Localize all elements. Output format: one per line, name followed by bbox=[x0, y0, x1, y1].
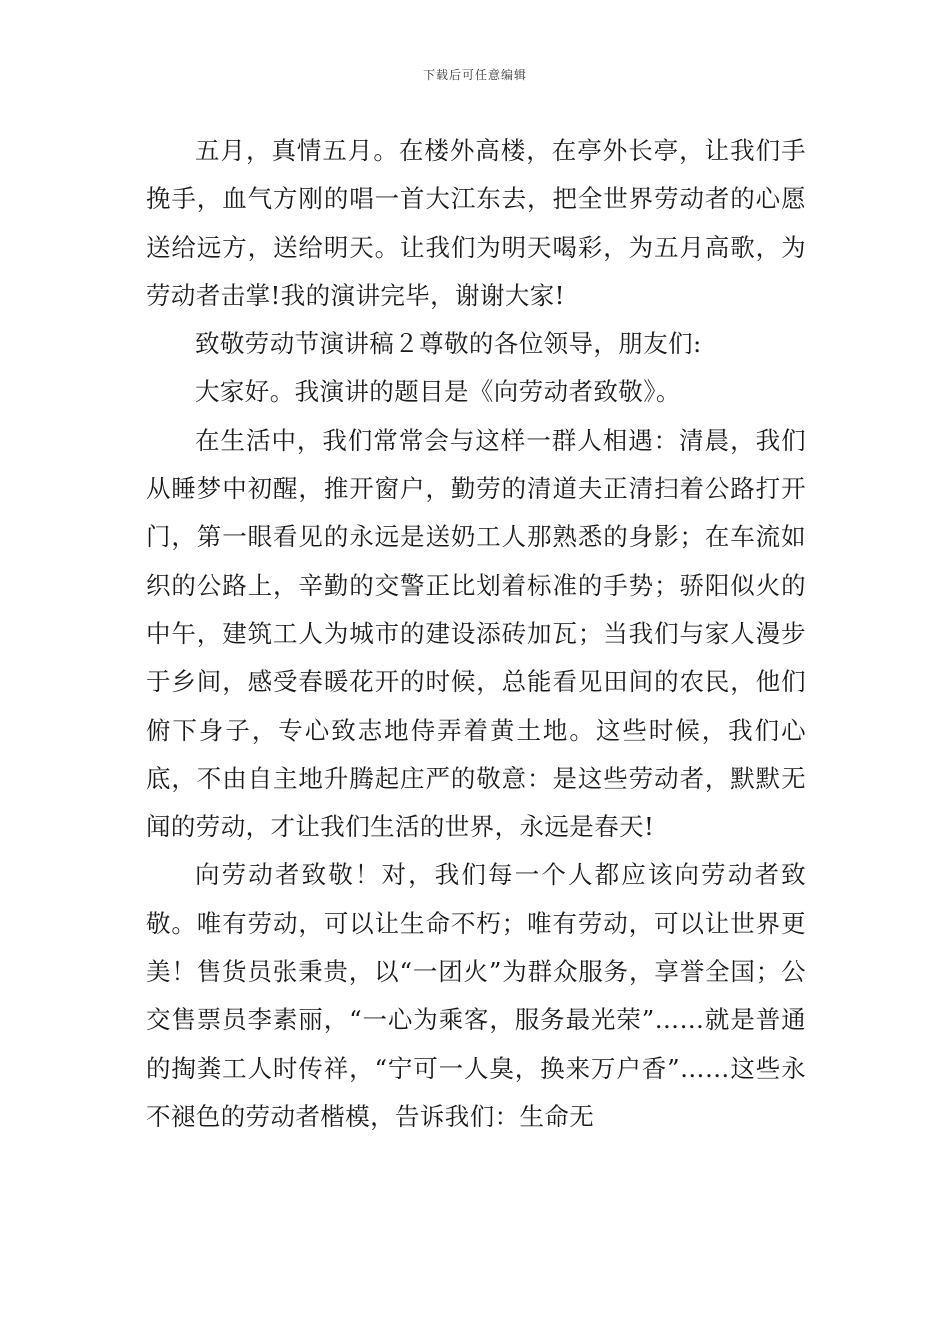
paragraph-greeting: 大家好。我演讲的题目是《向劳动者致敬》。 bbox=[195, 377, 681, 407]
paragraph-speech-title-line: 致敬劳动节演讲稿２尊敬的各位领导，朋友们: bbox=[195, 329, 702, 359]
page-header: 下载后可任意编辑 bbox=[422, 68, 527, 82]
paragraph-closing-remarks: 五月，真情五月。在楼外高楼，在亭外长亭，让我们手挽手，血气方刚的唱一首大江东去，把全世界劳动者的心愿送给远方，送给明天。让我们为明天喝彩，为五月高歌，为劳动者击掌!我的演讲完毕，谢谢大家! bbox=[146, 136, 806, 310]
paragraph-salute-workers: 向劳动者致敬！对，我们每一个人都应该向劳动者致敬。唯有劳动，可以让生命不朽；唯有劳动，可以让世界更美！售货员张秉贵，以“一团火”为群众服务，享誉全国；公交售票员李素丽，“一心为乘客，服务最光荣”……就是普通的掏粪工人时传祥，“宁可一人臭，换来万户香”……这些永不褪色的劳动者楷模，告诉我们：生命无 bbox=[146, 860, 806, 1131]
paragraph-daily-life: 在生活中，我们常常会与这样一群人相遇：清晨，我们从睡梦中初醒，推开窗户，勤劳的清道夫正清扫着公路打开门，第一眼看见的永远是送奶工人那熟悉的身影；在车流如织的公路上，辛勤的交警正比划着标准的手势；骄阳似火的中午，建筑工人为城市的建设添砖加瓦；当我们与家人漫步于乡间，感受春暖花开的时候，总能看见田间的农民，他们俯下身子，专心致志地侍弄着黄土地。这些时候，我们心底，不由自主地升腾起庄严的敬意：是这些劳动者，默默无闻的劳动，才让我们生活的世界，永远是春天! bbox=[146, 425, 806, 842]
document-body bbox=[146, 127, 806, 1141]
